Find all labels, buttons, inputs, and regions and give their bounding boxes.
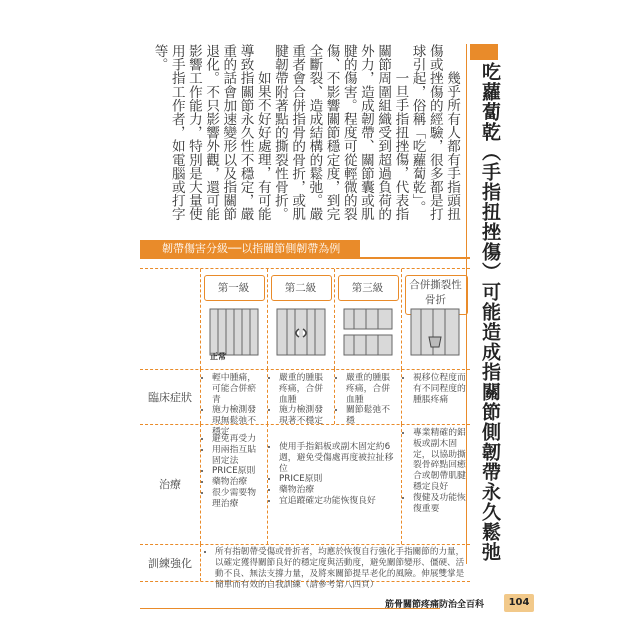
body-text [140,44,460,234]
list-item: • 視移位程度而有不同程度的腫脹疼痛 [413,373,467,405]
column-divider [401,269,402,369]
cell-clinical-grade-1 [200,369,267,437]
list-item: • 嚴重的腫脹疼痛，合併血腫 [346,373,398,405]
cell-treatment-grade-1 [200,424,267,544]
row-label-training: 訓練強化 [148,556,192,570]
table-row-clinical [140,369,470,437]
cell-training [206,547,466,591]
list-item: • 施力檢測發現無鬆弛不穩定 [212,405,264,437]
body-paragraph: 如果不好好處理，有可能導致指關節永久性不穩定，嚴重的話會加速變形以及指關節退化。不只影響外觀，還可能影響工作能力，特別是大量使用手指工作者，如電腦或打字等。 [151,44,271,221]
ligament-grade-table [140,268,470,590]
title-marker [470,44,498,60]
body-paragraph: 一旦手指扭挫傷，代表指關節周圍組織受到超過負荷的外力，造成韌帶、關節囊或肌腱的傷害。程度可從輕微的裂傷、不影響關節穩定度，到完全斷裂、造成結構的鬆弛。嚴重者會合併指骨的骨折，或肌腱韌帶附著點的撕裂性骨折。 [271,44,409,221]
fracture-tendon-illustration [407,307,463,357]
list-item: • 復健及功能恢復重要 [413,493,467,515]
list-item: • 輕中腫痛，可能合併瘀青 [212,373,264,405]
column-header-fracture: 合併撕裂性骨折 [409,279,462,306]
cell-treatment-fracture [401,424,470,544]
table-row-treatment [140,424,470,545]
column-divider [200,269,201,369]
list-item: • 嚴重的腫脹疼痛，合併血腫 [279,373,331,405]
list-item: • 藥物治療 [212,477,264,488]
row-label-clinical: 臨床症狀 [148,390,192,404]
body-paragraph: 幾乎所有人都有手指頭扭傷或挫傷的經驗，很多都是打球引起，俗稱「吃蘿蔔乾」。 [409,44,460,221]
grade-2-tendon-illustration [273,307,329,357]
column-divider [267,269,268,369]
column-divider [200,544,201,581]
list-item: • 很少需要物理治療 [212,488,264,510]
list-item: • 使用手指鋁板或副木固定約6週，避免受傷處再度被拉扯移位 [279,442,398,474]
list-item: • 用兩指互貼固定法 [212,445,264,467]
row-label-treatment: 治療 [159,478,181,491]
list-item: • 所有指韌帶受傷或骨折者，均應於恢復自行強化手指關節的力量，以確定獲得關節良好的穩定度與活動度，避免關節變形、僵硬、活動不良、無法支撐力量，及將來關節提早老化的風險。伸展雙掌是簡單而有效的自我訓練（請參考第八四頁） [215,547,466,591]
cell-clinical-fracture [401,369,470,424]
footer-book-title: 筋骨關節疼痛防治全百科 [385,600,485,610]
column-header-grade-1: 第一級 [217,282,250,294]
list-item: • PRICE原則 [212,466,264,477]
cell-treatment-grade-2-3 [267,424,401,544]
page-title: 吃蘿蔔乾（手指扭挫傷）可能造成指關節側韌帶永久鬆弛 [479,62,501,562]
table-header-row [140,269,470,370]
page-number: 104 [504,594,534,612]
list-item: • 施力檢測發現著不穩定 [279,405,331,427]
cell-clinical-grade-2 [267,369,334,427]
column-divider [334,269,335,369]
table-row-training [140,544,470,590]
normal-tendon-illustration [206,307,262,357]
cell-clinical-grade-3 [334,369,401,427]
column-header-grade-3: 第三級 [351,282,384,294]
normal-label: 正常 [210,352,226,361]
list-item: • 關節鬆弛不穩 [346,405,398,427]
grade-3-tendon-illustration [340,307,396,357]
section-banner: 韌帶傷害分級──以指關節側韌帶為例 [140,240,360,258]
list-item: • 宜追蹤確定功能恢復良好 [279,496,398,507]
list-item: • 專業精確的鋁板或副木固定，以協助撕裂骨碎點回癒合或韌帶肌腱穩定良好 [413,428,467,493]
list-item: • PRICE原則 [279,474,398,485]
column-header-grade-2: 第二級 [284,282,317,294]
banner-rule [140,257,470,259]
list-item: • 避免再受力 [212,434,264,445]
list-item: • 藥物治療 [279,485,398,496]
